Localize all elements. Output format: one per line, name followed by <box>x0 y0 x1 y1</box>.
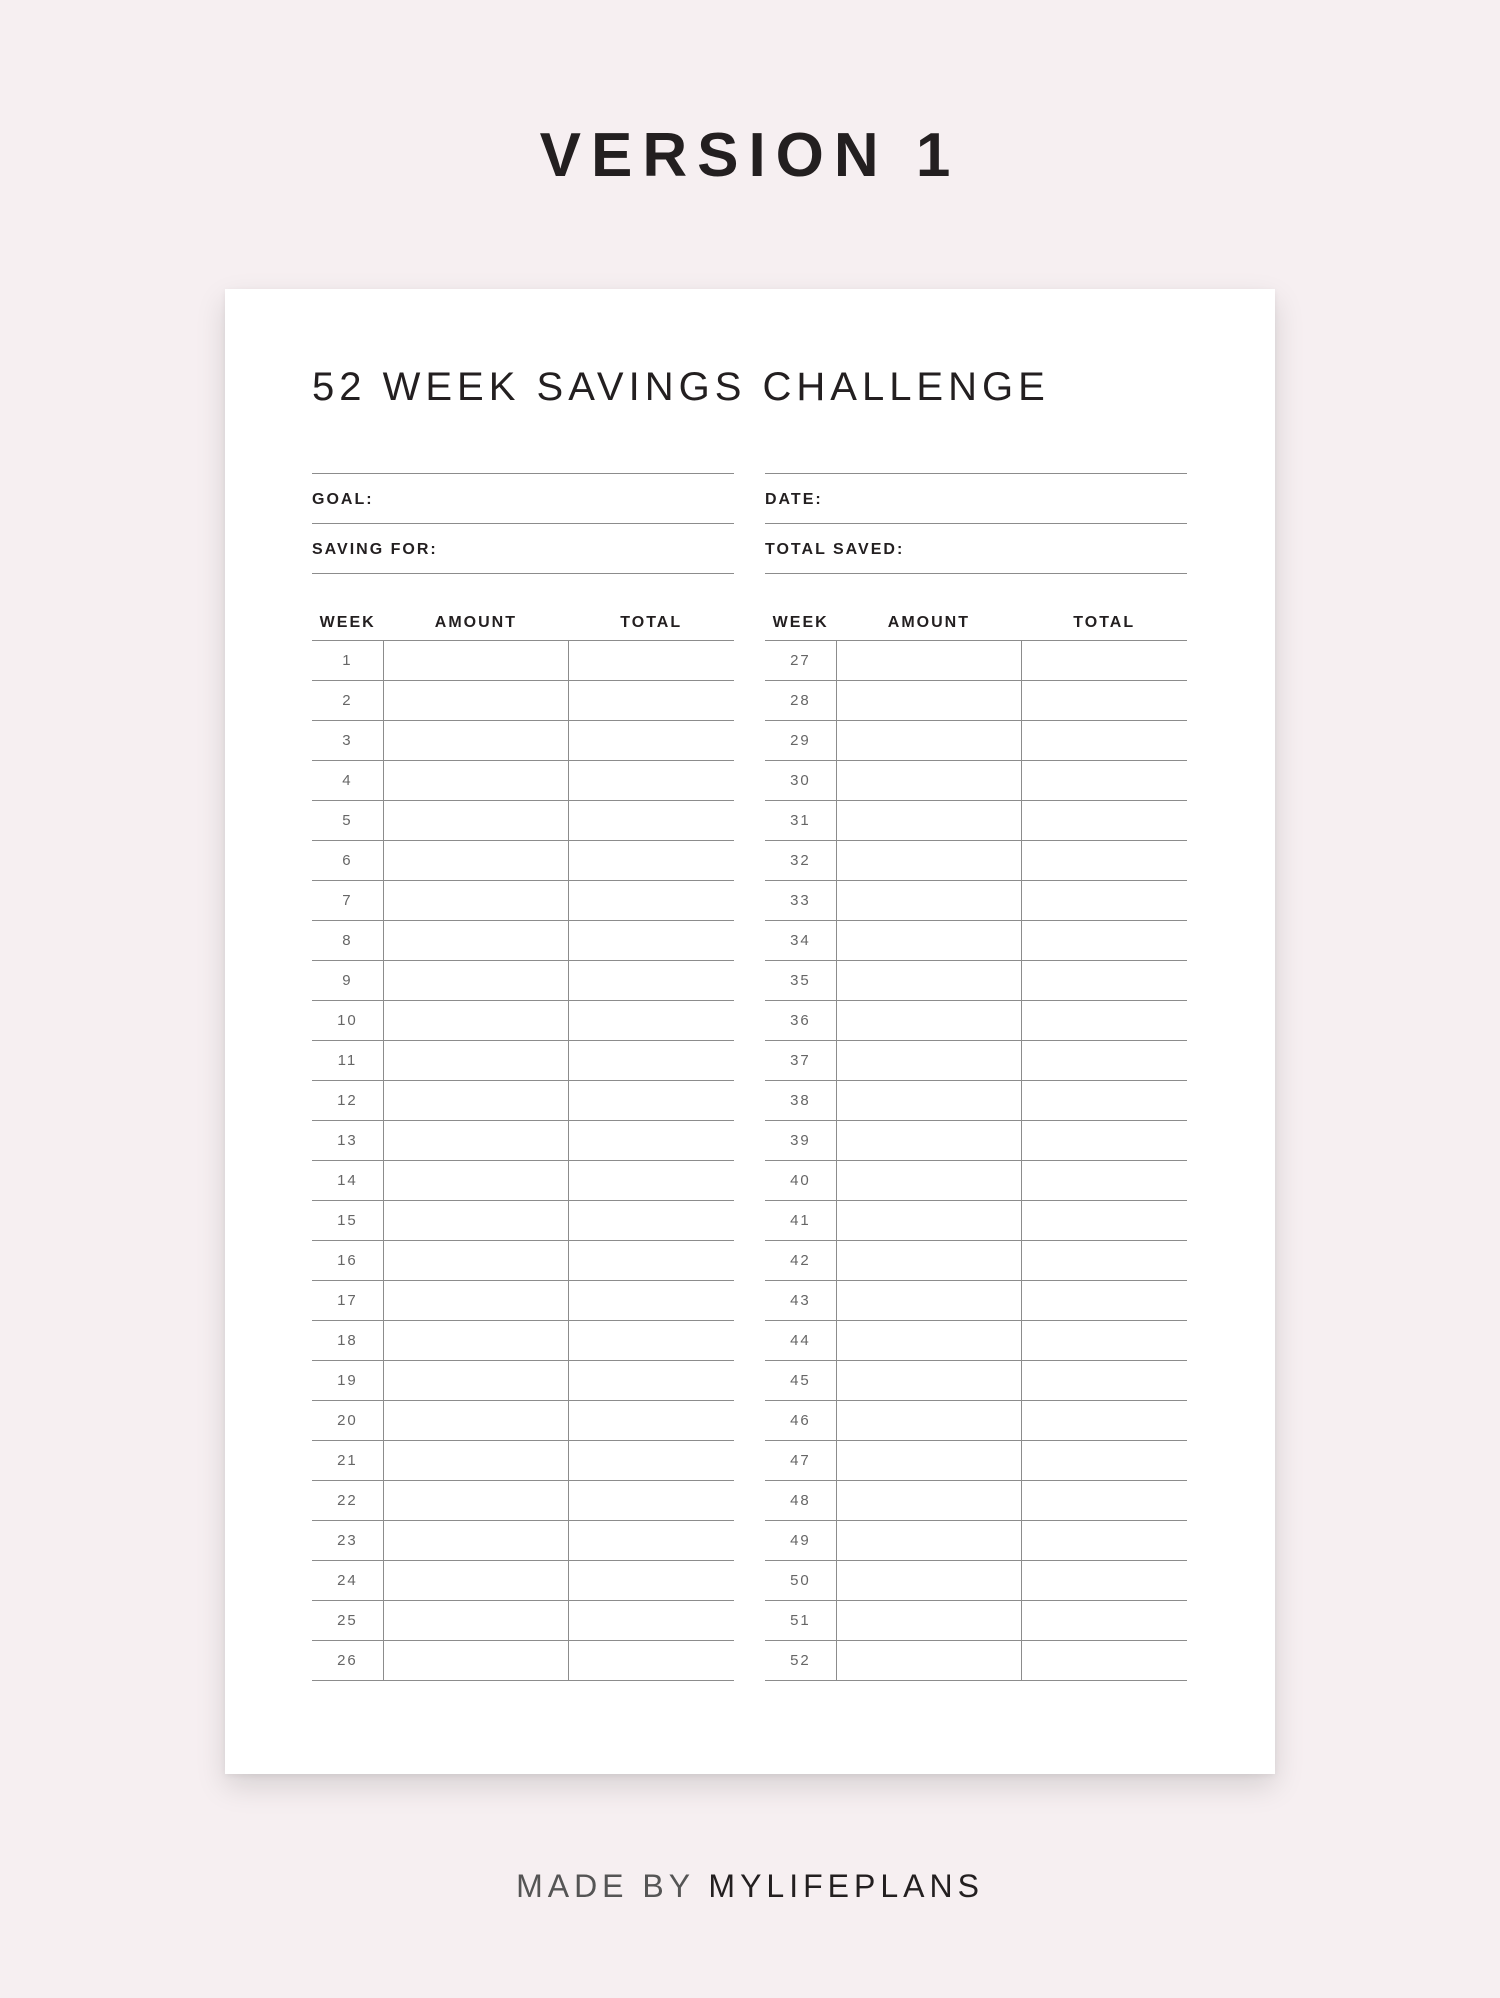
week-number-cell <box>765 841 836 881</box>
week-number-cell <box>312 1081 383 1121</box>
total-cell[interactable] <box>568 1281 734 1321</box>
table-row <box>312 921 734 961</box>
table-row <box>765 681 1187 721</box>
week-number: 31 <box>790 811 811 829</box>
amount-cell[interactable] <box>836 961 1021 1001</box>
total-cell[interactable] <box>568 721 734 761</box>
week-number-cell <box>765 641 836 681</box>
week-number: 23 <box>337 1531 358 1549</box>
savings-table-left <box>312 606 734 1681</box>
total-cell[interactable] <box>1021 961 1187 1001</box>
total-cell[interactable] <box>1021 921 1187 961</box>
week-number: 3 <box>342 731 353 749</box>
table-row <box>765 1441 1187 1481</box>
week-number: 14 <box>337 1171 358 1189</box>
total-cell[interactable] <box>1021 1281 1187 1321</box>
week-number-cell <box>765 921 836 961</box>
amount-cell[interactable] <box>383 1601 568 1641</box>
week-number: 47 <box>790 1451 811 1469</box>
amount-cell[interactable] <box>383 1521 568 1561</box>
table-row <box>765 881 1187 921</box>
amount-cell[interactable] <box>836 1641 1021 1681</box>
total-cell[interactable] <box>1021 1001 1187 1041</box>
total-cell[interactable] <box>568 961 734 1001</box>
week-number-cell <box>765 1201 836 1241</box>
week-number: 27 <box>790 651 811 669</box>
footer-credit <box>0 1868 1500 1905</box>
version-title: VERSION 1 <box>539 121 961 190</box>
week-number-cell <box>312 1601 383 1641</box>
info-block-right <box>765 473 1187 574</box>
week-number-cell <box>312 1361 383 1401</box>
amount-cell[interactable] <box>836 1481 1021 1521</box>
amount-cell[interactable] <box>383 1321 568 1361</box>
table-row <box>765 1201 1187 1241</box>
amount-cell[interactable] <box>836 1201 1021 1241</box>
amount-cell[interactable] <box>836 921 1021 961</box>
amount-header: AMOUNT <box>836 606 1021 641</box>
week-number: 6 <box>342 851 353 869</box>
table-row <box>312 1521 734 1561</box>
amount-cell[interactable] <box>383 801 568 841</box>
table-row <box>312 1561 734 1601</box>
table-row <box>312 1441 734 1481</box>
total-cell[interactable] <box>1021 1361 1187 1401</box>
total-cell[interactable] <box>568 1001 734 1041</box>
table-row <box>765 1641 1187 1681</box>
total-cell[interactable] <box>568 1641 734 1681</box>
week-number: 37 <box>790 1051 811 1069</box>
table-row <box>312 841 734 881</box>
amount-cell[interactable] <box>383 1161 568 1201</box>
table-row <box>765 1001 1187 1041</box>
amount-cell[interactable] <box>836 641 1021 681</box>
week-number-cell <box>312 1321 383 1361</box>
week-number-cell <box>312 1521 383 1561</box>
total-cell[interactable] <box>568 1081 734 1121</box>
table-row <box>765 841 1187 881</box>
amount-cell[interactable] <box>383 761 568 801</box>
table-row <box>312 1121 734 1161</box>
week-number-cell <box>312 1161 383 1201</box>
info-block-left <box>312 473 734 574</box>
week-number: 9 <box>342 971 353 989</box>
total-cell[interactable] <box>1021 801 1187 841</box>
total-cell[interactable] <box>1021 1121 1187 1161</box>
week-number-cell <box>765 681 836 721</box>
date-field[interactable] <box>765 473 1187 523</box>
week-number: 33 <box>790 891 811 909</box>
week-number-cell <box>312 1041 383 1081</box>
week-number: 30 <box>790 771 811 789</box>
amount-cell[interactable] <box>383 1121 568 1161</box>
amount-cell[interactable] <box>836 881 1021 921</box>
table-row <box>312 641 734 681</box>
table-row <box>765 1041 1187 1081</box>
week-number-cell <box>765 1641 836 1681</box>
week-number: 21 <box>337 1451 358 1469</box>
table-row <box>312 1361 734 1401</box>
table-row <box>312 1481 734 1521</box>
table-row <box>765 1601 1187 1641</box>
week-number-cell <box>312 1401 383 1441</box>
table-row <box>312 761 734 801</box>
amount-cell[interactable] <box>836 1601 1021 1641</box>
table-body-right <box>765 641 1187 1681</box>
week-number-cell <box>312 1001 383 1041</box>
week-number-cell <box>765 1001 836 1041</box>
table-row <box>312 1281 734 1321</box>
week-number: 10 <box>337 1011 358 1029</box>
total-cell[interactable] <box>568 1241 734 1281</box>
week-number-cell <box>312 681 383 721</box>
total-cell[interactable] <box>568 1601 734 1641</box>
week-number-cell <box>765 1321 836 1361</box>
total-cell[interactable] <box>1021 1601 1187 1641</box>
week-number: 12 <box>337 1091 358 1109</box>
total-cell[interactable] <box>568 1441 734 1481</box>
amount-cell[interactable] <box>383 1401 568 1441</box>
week-number: 24 <box>337 1571 358 1589</box>
total-cell[interactable] <box>568 1121 734 1161</box>
week-number-cell <box>765 721 836 761</box>
date-label: DATE: <box>765 491 823 508</box>
table-row <box>765 1241 1187 1281</box>
week-number-cell <box>312 801 383 841</box>
week-number: 51 <box>790 1611 811 1629</box>
table-header-row <box>765 606 1187 641</box>
week-number-cell <box>312 1201 383 1241</box>
amount-cell[interactable] <box>383 1561 568 1601</box>
week-number-cell <box>312 1641 383 1681</box>
week-number-cell <box>765 801 836 841</box>
week-number: 42 <box>790 1251 811 1269</box>
week-number: 20 <box>337 1411 358 1429</box>
week-number-cell <box>765 961 836 1001</box>
amount-header: AMOUNT <box>383 606 568 641</box>
table-row <box>312 1401 734 1441</box>
amount-cell[interactable] <box>383 721 568 761</box>
table-row <box>312 1081 734 1121</box>
week-number-cell <box>312 1281 383 1321</box>
amount-cell[interactable] <box>836 1041 1021 1081</box>
amount-cell[interactable] <box>836 1161 1021 1201</box>
total-cell[interactable] <box>568 881 734 921</box>
week-number-cell <box>312 721 383 761</box>
goal-field[interactable] <box>312 473 734 523</box>
amount-cell[interactable] <box>836 1241 1021 1281</box>
week-number: 32 <box>790 851 811 869</box>
total-cell[interactable] <box>1021 1041 1187 1081</box>
table-row <box>765 1561 1187 1601</box>
total-header: TOTAL <box>1021 606 1187 641</box>
week-number: 28 <box>790 691 811 709</box>
week-number: 1 <box>342 651 353 669</box>
week-number: 52 <box>790 1651 811 1669</box>
week-number: 8 <box>342 931 353 949</box>
table-row <box>765 801 1187 841</box>
amount-cell[interactable] <box>383 1001 568 1041</box>
week-number: 34 <box>790 931 811 949</box>
week-number-cell <box>765 1121 836 1161</box>
amount-cell[interactable] <box>383 1441 568 1481</box>
table-row <box>312 961 734 1001</box>
week-number: 46 <box>790 1411 811 1429</box>
total-cell[interactable] <box>1021 1241 1187 1281</box>
week-number-cell <box>765 1441 836 1481</box>
table-row <box>312 681 734 721</box>
week-number: 19 <box>337 1371 358 1389</box>
total-cell[interactable] <box>568 1361 734 1401</box>
amount-cell[interactable] <box>383 921 568 961</box>
week-number: 50 <box>790 1571 811 1589</box>
total-cell[interactable] <box>1021 761 1187 801</box>
week-number-cell <box>312 1441 383 1481</box>
week-number-cell <box>765 1481 836 1521</box>
week-number-cell <box>765 1081 836 1121</box>
table-row <box>765 1401 1187 1441</box>
week-number: 41 <box>790 1211 811 1229</box>
amount-cell[interactable] <box>383 1281 568 1321</box>
table-row <box>765 961 1187 1001</box>
week-number-cell <box>312 1121 383 1161</box>
week-number-cell <box>312 1561 383 1601</box>
amount-cell[interactable] <box>836 1521 1021 1561</box>
week-number-cell <box>312 761 383 801</box>
total-cell[interactable] <box>568 841 734 881</box>
total-saved-label: TOTAL SAVED: <box>765 541 905 558</box>
week-number-cell <box>765 1561 836 1601</box>
amount-cell[interactable] <box>383 881 568 921</box>
table-row <box>765 1081 1187 1121</box>
table-row <box>312 881 734 921</box>
week-number-cell <box>765 881 836 921</box>
week-number-cell <box>312 961 383 1001</box>
amount-cell[interactable] <box>383 961 568 1001</box>
week-number-cell <box>765 1521 836 1561</box>
amount-cell[interactable] <box>836 841 1021 881</box>
total-cell[interactable] <box>1021 1441 1187 1481</box>
week-number-cell <box>312 1241 383 1281</box>
goal-label: GOAL: <box>312 491 374 508</box>
week-number: 25 <box>337 1611 358 1629</box>
amount-cell[interactable] <box>383 1241 568 1281</box>
saving-for-label: SAVING FOR: <box>312 541 438 558</box>
week-number-cell <box>312 921 383 961</box>
amount-cell[interactable] <box>383 1641 568 1681</box>
table-row <box>765 721 1187 761</box>
table-row <box>765 641 1187 681</box>
week-number: 15 <box>337 1211 358 1229</box>
week-number: 26 <box>337 1651 358 1669</box>
total-cell[interactable] <box>1021 881 1187 921</box>
amount-cell[interactable] <box>383 681 568 721</box>
total-cell[interactable] <box>568 801 734 841</box>
week-number: 49 <box>790 1531 811 1549</box>
table-row <box>765 1281 1187 1321</box>
table-row <box>765 1161 1187 1201</box>
week-number: 11 <box>337 1051 358 1069</box>
total-cell[interactable] <box>1021 641 1187 681</box>
table-row <box>765 761 1187 801</box>
total-cell[interactable] <box>1021 1081 1187 1121</box>
table-row <box>765 1361 1187 1401</box>
amount-cell[interactable] <box>383 641 568 681</box>
amount-cell[interactable] <box>383 1201 568 1241</box>
week-number: 38 <box>790 1091 811 1109</box>
total-cell[interactable] <box>568 1201 734 1241</box>
week-number: 40 <box>790 1171 811 1189</box>
week-number-cell <box>765 1601 836 1641</box>
amount-cell[interactable] <box>836 1001 1021 1041</box>
amount-cell[interactable] <box>383 1081 568 1121</box>
total-cell[interactable] <box>568 1401 734 1441</box>
week-number: 2 <box>342 691 353 709</box>
table-row <box>312 1641 734 1681</box>
total-cell[interactable] <box>568 761 734 801</box>
amount-cell[interactable] <box>836 1401 1021 1441</box>
amount-cell[interactable] <box>836 801 1021 841</box>
total-cell[interactable] <box>1021 1321 1187 1361</box>
sheet-title: 52 WEEK SAVINGS CHALLENGE <box>312 365 1050 409</box>
amount-cell[interactable] <box>383 1361 568 1401</box>
amount-cell[interactable] <box>836 1281 1021 1321</box>
footer-made-by: MADE BY <box>516 1868 695 1904</box>
table-row <box>312 721 734 761</box>
table-row <box>312 1601 734 1641</box>
footer-brand: MYLIFEPLANS <box>708 1868 984 1904</box>
savings-sheet <box>225 289 1275 1774</box>
table-header-row <box>312 606 734 641</box>
total-header: TOTAL <box>568 606 734 641</box>
week-number-cell <box>312 881 383 921</box>
total-cell[interactable] <box>1021 1161 1187 1201</box>
table-body-left <box>312 641 734 1681</box>
total-cell[interactable] <box>568 641 734 681</box>
amount-cell[interactable] <box>836 761 1021 801</box>
total-cell[interactable] <box>1021 1201 1187 1241</box>
amount-cell[interactable] <box>836 1361 1021 1401</box>
table-row <box>312 1201 734 1241</box>
total-cell[interactable] <box>1021 1481 1187 1521</box>
total-cell[interactable] <box>568 1321 734 1361</box>
total-cell[interactable] <box>568 1041 734 1081</box>
week-number: 22 <box>337 1491 358 1509</box>
total-cell[interactable] <box>1021 721 1187 761</box>
table-row <box>765 1321 1187 1361</box>
table-row <box>765 1481 1187 1521</box>
week-header: WEEK <box>765 606 836 641</box>
total-cell[interactable] <box>568 1161 734 1201</box>
total-cell[interactable] <box>568 1561 734 1601</box>
week-number: 5 <box>342 811 353 829</box>
week-number-cell <box>765 1161 836 1201</box>
week-number-cell <box>312 641 383 681</box>
week-number: 17 <box>337 1291 358 1309</box>
savings-table-right <box>765 606 1187 1681</box>
saving-for-field[interactable] <box>312 523 734 574</box>
amount-cell[interactable] <box>836 1121 1021 1161</box>
table-row <box>765 1521 1187 1561</box>
total-cell[interactable] <box>1021 841 1187 881</box>
week-number-cell <box>765 1281 836 1321</box>
table-row <box>312 1041 734 1081</box>
amount-cell[interactable] <box>836 681 1021 721</box>
table-row <box>312 1001 734 1041</box>
week-number-cell <box>765 1041 836 1081</box>
total-cell[interactable] <box>1021 1401 1187 1441</box>
week-number-cell <box>765 1401 836 1441</box>
week-number: 43 <box>790 1291 811 1309</box>
total-cell[interactable] <box>568 1521 734 1561</box>
week-number: 13 <box>337 1131 358 1149</box>
table-row <box>765 921 1187 961</box>
week-number: 45 <box>790 1371 811 1389</box>
week-number: 44 <box>790 1331 811 1349</box>
week-header: WEEK <box>312 606 383 641</box>
amount-cell[interactable] <box>383 1481 568 1521</box>
table-row <box>312 1321 734 1361</box>
week-number-cell <box>312 1481 383 1521</box>
week-number: 7 <box>342 891 353 909</box>
table-row <box>312 801 734 841</box>
table-row <box>765 1121 1187 1161</box>
week-number-cell <box>312 841 383 881</box>
total-cell[interactable] <box>1021 1521 1187 1561</box>
week-number: 36 <box>790 1011 811 1029</box>
week-number: 16 <box>337 1251 358 1269</box>
week-number: 35 <box>790 971 811 989</box>
week-number-cell <box>765 1361 836 1401</box>
table-row <box>312 1161 734 1201</box>
total-saved-field[interactable] <box>765 523 1187 574</box>
total-cell[interactable] <box>568 1481 734 1521</box>
week-number: 39 <box>790 1131 811 1149</box>
total-cell[interactable] <box>1021 681 1187 721</box>
week-number: 29 <box>790 731 811 749</box>
week-number-cell <box>765 761 836 801</box>
total-cell[interactable] <box>1021 1561 1187 1601</box>
week-number: 48 <box>790 1491 811 1509</box>
amount-cell[interactable] <box>383 1041 568 1081</box>
week-number-cell <box>765 1241 836 1281</box>
total-cell[interactable] <box>568 681 734 721</box>
total-cell[interactable] <box>1021 1641 1187 1681</box>
amount-cell[interactable] <box>836 1321 1021 1361</box>
amount-cell[interactable] <box>383 841 568 881</box>
amount-cell[interactable] <box>836 1081 1021 1121</box>
amount-cell[interactable] <box>836 721 1021 761</box>
amount-cell[interactable] <box>836 1441 1021 1481</box>
week-number: 18 <box>337 1331 358 1349</box>
total-cell[interactable] <box>568 921 734 961</box>
table-row <box>312 1241 734 1281</box>
amount-cell[interactable] <box>836 1561 1021 1601</box>
week-number: 4 <box>342 771 353 789</box>
